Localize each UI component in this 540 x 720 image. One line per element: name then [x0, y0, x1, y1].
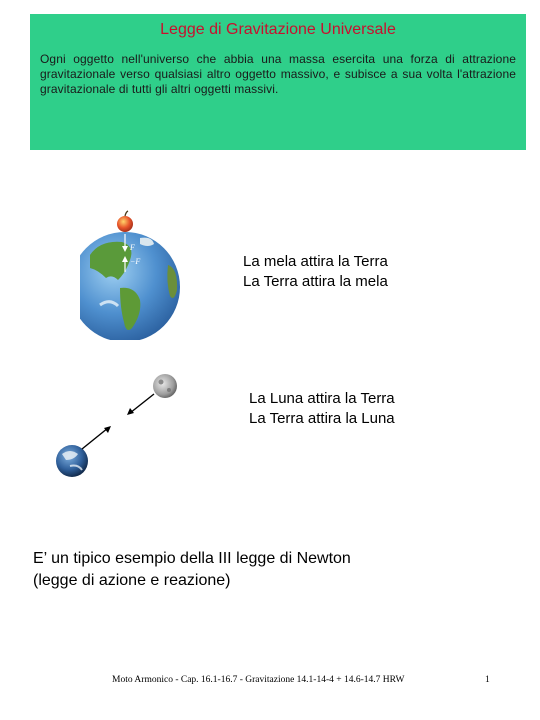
- caption-apple-line2: La Terra attira la mela: [243, 273, 388, 290]
- caption-apple-earth: [243, 252, 388, 292]
- conclusion-text: [33, 548, 351, 592]
- apple-icon: [117, 216, 133, 232]
- banner-text: Ogni oggetto nell'universo che abbia una massa esercita una forza di attrazione gravitazionale verso qualsiasi altro oggetto massivo, e subisce a sua volta l'attrazione gravitazionale di tutti gli altri oggetti massivi.: [40, 52, 516, 96]
- caption-apple-line1: La mela attira la Terra: [243, 253, 388, 270]
- caption-moon-line2: La Terra attira la Luna: [249, 410, 395, 427]
- caption-moon-earth: [249, 389, 395, 429]
- header-banner: [30, 14, 526, 150]
- small-earth-icon: [56, 445, 88, 477]
- caption-moon-line1: La Luna attira la Terra: [249, 390, 395, 407]
- footer-text: Moto Armonico - Cap. 16.1-16.7 - Gravitazione 14.1-14-4 + 14.6-14.7 HRW: [112, 675, 405, 685]
- greenland-shape: [140, 238, 154, 246]
- force-label-f: F: [130, 243, 135, 252]
- page-number: 1: [485, 675, 490, 685]
- arrow-earth-to-moon: [82, 428, 108, 449]
- conclusion-line1: E’ un tipico esempio della III legge di Newton: [33, 550, 351, 567]
- apple-earth-figure: [80, 210, 190, 340]
- arrow-moon-to-earth: [130, 394, 154, 413]
- force-label-minus-f: −F: [130, 257, 141, 266]
- banner-title: Legge di Gravitazione Universale: [160, 21, 396, 38]
- conclusion-line2: (legge di azione e reazione): [33, 572, 231, 589]
- moon-earth-figure: [50, 368, 185, 483]
- moon-icon: [153, 374, 177, 398]
